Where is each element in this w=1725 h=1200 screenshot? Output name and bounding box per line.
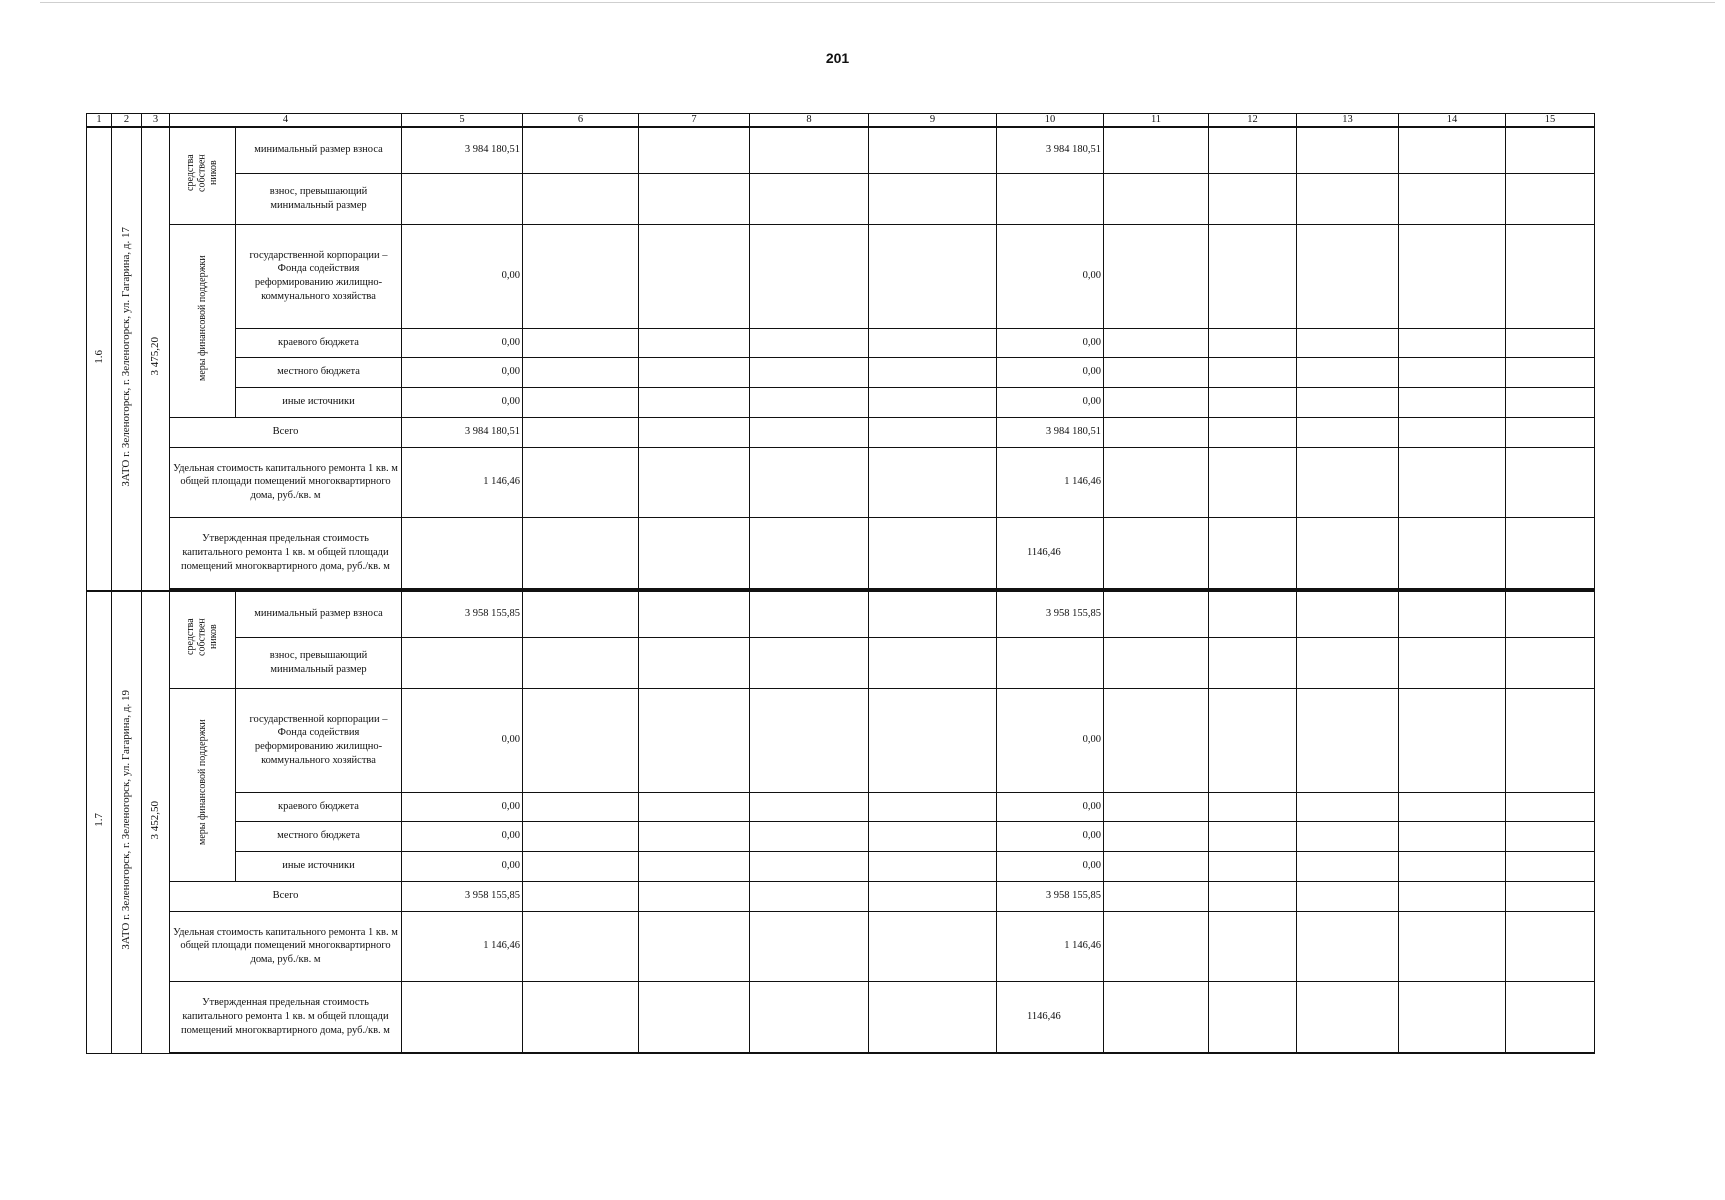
regional-budget-label: краевого бюджета	[236, 328, 402, 357]
value-cell: 0,00	[997, 224, 1104, 328]
own-funds-group-cell	[170, 127, 236, 224]
table-row-min-contribution	[87, 127, 1595, 173]
col-header: 1	[87, 114, 112, 128]
local-budget-label: местного бюджета	[236, 357, 402, 387]
value-cell: 0,00	[997, 387, 1104, 417]
col-header: 2	[112, 114, 142, 128]
value-cell: 3 958 155,85	[997, 591, 1104, 637]
value-cell: 1 146,46	[997, 911, 1104, 981]
value-cell: 3 984 180,51	[997, 127, 1104, 173]
value-cell: 0,00	[997, 357, 1104, 387]
item-number-cell	[87, 127, 112, 591]
col-header: 4	[170, 114, 402, 128]
value-cell: 0,00	[402, 821, 523, 851]
table-row-max-cost	[87, 981, 1595, 1053]
value-cell: 0,00	[997, 851, 1104, 881]
own-funds-group-label: средства собствен ников	[185, 618, 220, 657]
value-cell: 0,00	[402, 387, 523, 417]
table-row-other-sources	[87, 851, 1595, 881]
address-cell	[112, 591, 142, 1053]
column-number-header-row	[87, 114, 1595, 128]
support-group-cell	[170, 224, 236, 417]
value-cell: 0,00	[402, 688, 523, 792]
value-cell: 0,00	[402, 792, 523, 821]
capital-repair-table	[86, 113, 1595, 1054]
col-header: 11	[1104, 114, 1209, 128]
table-row-state-corp	[87, 688, 1595, 792]
table-row-max-cost	[87, 517, 1595, 589]
house-area: 3 452,50	[149, 800, 162, 840]
col-header: 5	[402, 114, 523, 128]
value-cell: 3 984 180,51	[402, 127, 523, 173]
value-cell: 0,00	[997, 792, 1104, 821]
value-cell: 0,00	[402, 224, 523, 328]
scan-edge-line	[40, 2, 1715, 3]
col-header: 13	[1297, 114, 1399, 128]
value-cell: 0,00	[402, 328, 523, 357]
col-header: 8	[750, 114, 869, 128]
support-group-cell	[170, 688, 236, 881]
total-label: Всего	[170, 417, 402, 447]
table-row-local-budget	[87, 821, 1595, 851]
excess-contribution-label: взнос, превышающий минимальный размер	[236, 173, 402, 224]
house-area: 3 475,20	[149, 337, 162, 376]
value-cell: 3 958 155,85	[997, 881, 1104, 911]
page-number: 201	[825, 50, 850, 66]
col-header: 15	[1506, 114, 1595, 128]
support-group-label: меры финансовой поддержки	[196, 255, 208, 382]
unit-cost-label: Удельная стоимость капитального ремонта 1 кв. м общей площади помещений многоквартирного дома, руб./кв. м	[170, 447, 402, 517]
table-row-regional-budget	[87, 792, 1595, 821]
support-group-label: меры финансовой поддержки	[196, 719, 208, 846]
table-row-unit-cost	[87, 911, 1595, 981]
value-cell: 0,00	[997, 821, 1104, 851]
value-cell: 0,00	[402, 851, 523, 881]
table-row-state-corp	[87, 224, 1595, 328]
value-cell: 1146,46	[997, 517, 1104, 589]
table-row-min-contribution	[87, 591, 1595, 637]
other-sources-label: иные источники	[236, 851, 402, 881]
state-corp-label: государственной корпорации – Фонда содействия реформированию жилищно-коммунального хозяйства	[236, 688, 402, 792]
value-cell: 3 958 155,85	[402, 881, 523, 911]
col-header: 14	[1399, 114, 1506, 128]
value-cell: 0,00	[402, 357, 523, 387]
table-row-other-sources	[87, 387, 1595, 417]
address-cell	[112, 127, 142, 591]
value-cell: 3 984 180,51	[997, 417, 1104, 447]
table-row-unit-cost	[87, 447, 1595, 517]
own-funds-group-cell	[170, 591, 236, 688]
col-header: 10	[997, 114, 1104, 128]
col-header: 3	[142, 114, 170, 128]
area-cell	[142, 127, 170, 591]
value-cell: 0,00	[997, 688, 1104, 792]
value-cell: 3 984 180,51	[402, 417, 523, 447]
col-header: 9	[869, 114, 997, 128]
max-cost-label: Утвержденная предельная стоимость капитального ремонта 1 кв. м общей площади помещений многоквартирного дома, руб./кв. м	[170, 517, 402, 589]
other-sources-label: иные источники	[236, 387, 402, 417]
table-row-total	[87, 417, 1595, 447]
value-cell: 1 146,46	[997, 447, 1104, 517]
value-cell: 1 146,46	[402, 447, 523, 517]
max-cost-label: Утвержденная предельная стоимость капитального ремонта 1 кв. м общей площади помещений многоквартирного дома, руб./кв. м	[170, 981, 402, 1053]
value-cell: 1 146,46	[402, 911, 523, 981]
total-label: Всего	[170, 881, 402, 911]
col-header: 7	[639, 114, 750, 128]
item-number: 1.6	[92, 349, 105, 364]
area-cell	[142, 591, 170, 1053]
house-address: ЗАТО г. Зеленогорск, г. Зеленогорск, ул. Гагарина, д. 19	[120, 690, 133, 950]
own-funds-group-label: средства собствен ников	[185, 154, 220, 193]
value-cell: 0,00	[997, 328, 1104, 357]
value-cell: 3 958 155,85	[402, 591, 523, 637]
regional-budget-label: краевого бюджета	[236, 792, 402, 821]
local-budget-label: местного бюджета	[236, 821, 402, 851]
unit-cost-label: Удельная стоимость капитального ремонта 1 кв. м общей площади помещений многоквартирного дома, руб./кв. м	[170, 911, 402, 981]
table-row-regional-budget	[87, 328, 1595, 357]
item-number: 1.7	[92, 813, 105, 827]
table-row-excess-contribution	[87, 173, 1595, 224]
house-address: ЗАТО г. Зеленогорск, г. Зеленогорск, ул. Гагарина, д. 17	[120, 226, 133, 487]
min-contribution-label: минимальный размер взноса	[236, 591, 402, 637]
table-row-total	[87, 881, 1595, 911]
col-header: 6	[523, 114, 639, 128]
min-contribution-label: минимальный размер взноса	[236, 127, 402, 173]
table-row-local-budget	[87, 357, 1595, 387]
col-header: 12	[1209, 114, 1297, 128]
state-corp-label: государственной корпорации – Фонда содействия реформированию жилищно-коммунального хозяйства	[236, 224, 402, 328]
item-number-cell	[87, 591, 112, 1053]
table-row-excess-contribution	[87, 637, 1595, 688]
excess-contribution-label: взнос, превышающий минимальный размер	[236, 637, 402, 688]
value-cell: 1146,46	[997, 981, 1104, 1053]
